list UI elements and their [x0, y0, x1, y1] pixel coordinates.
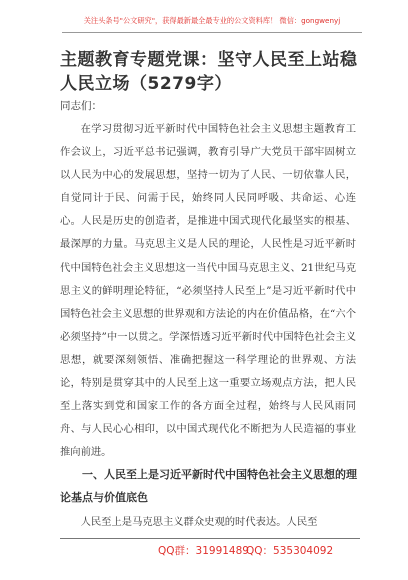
- salutation: 同志们：: [60, 100, 102, 112]
- header-banner-text: 关注头条号"公文研究"，获得最新最全最专业的公文资料库！ 微信：gongwenyj: [83, 16, 341, 25]
- footer-qq-group: QQ群：31991489: [158, 545, 249, 557]
- footer-qq-number: QQ：535304092: [246, 545, 334, 557]
- paragraph-1: 在学习贯彻习近平新时代中国特色社会主义思想主题教育工作会议上，习近平总书记强调，教育引导广大党员干部牢固树立以人民为中心的发展思想，坚持一切为了人民、一切依靠人民，自觉同计于民、问需于民，始终同人民同呼吸、共命运、心连心。人民是历史的创造者，是推进中国式现代化最坚实的根基、最深厚的力量。马克思主义是人民的理论，人民性是习近平新时代中国特色社会主义思想这一当代中国马克思主义、21世纪马克思主义的鲜明理论特征，“必须坚持人民至上”是习近平新时代中国特色社会主义思想的世界观和方法论的内在价值品格，在“六个必须坚持”中一以贯之。学深悟透习近平新时代中国特色社会主义思想，就要深刻领悟、准确把握这一科学理论的世界观、方法论，特别是贯穿其中的人民至上这一重要立场观点方法，把人民至上落实到党和国家工作的各方面全过程，始终与人民风雨同舟、与人民心心相印，以中国式现代化不断把为人民造福的事业推向前进。: [60, 123, 356, 459]
- document-title: 主题教育专题党课：坚守人民至上站稳人民立场（5279字）: [60, 50, 358, 94]
- paragraph-2: 人民至上是马克思主义群众史观的时代表达。人民至: [80, 516, 318, 528]
- footer: [60, 538, 360, 561]
- section-heading-1: 一、人民至上是习近平新时代中国特色社会主义思想的理论基点与价值底色: [60, 468, 357, 504]
- header-banner: [62, 10, 362, 33]
